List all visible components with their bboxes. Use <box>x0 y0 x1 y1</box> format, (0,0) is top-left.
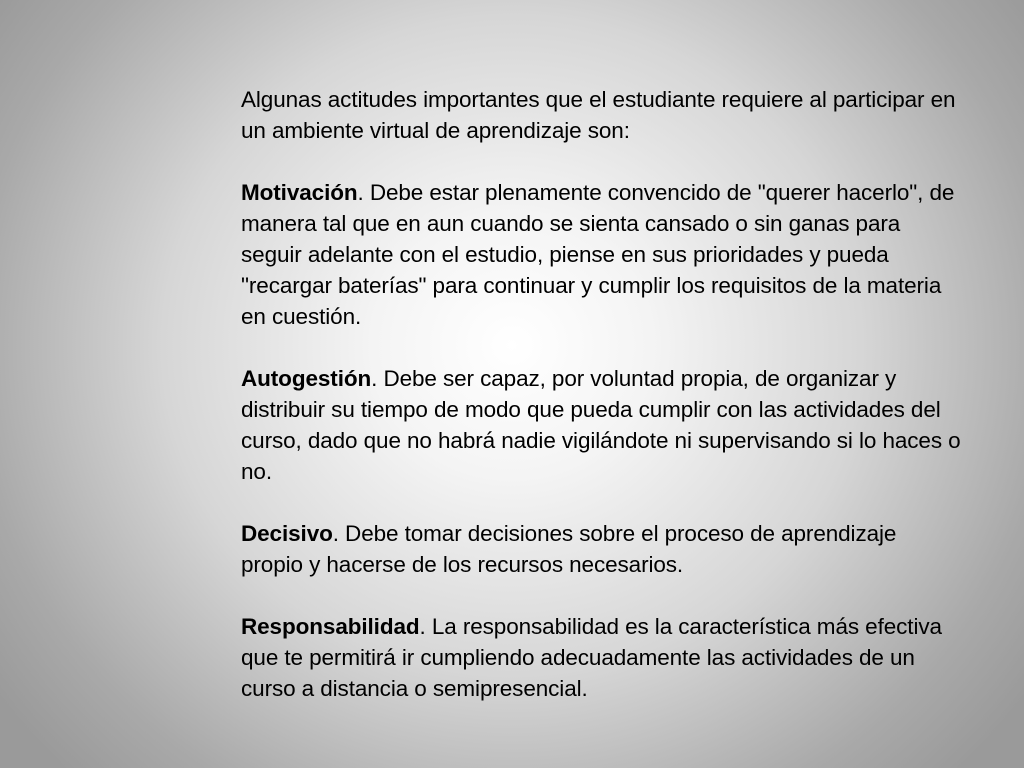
attitude-responsabilidad <box>241 611 961 704</box>
attitude-description: . Debe tomar decisiones sobre el proceso de aprendizaje propio y hacerse de los recursos necesarios. <box>241 521 897 577</box>
attitude-term: Responsabilidad <box>241 614 420 639</box>
attitude-term: Autogestión <box>241 366 372 391</box>
attitude-description: . La responsabilidad es la característica más efectiva que te permitirá ir cumpliendo adecuadamente las actividades de un curso a distancia o semipresencial. <box>241 614 942 701</box>
attitude-decisivo <box>241 518 961 580</box>
attitude-description: . Debe estar plenamente convencido de "querer hacerlo", de manera tal que en aun cuando se sienta cansado o sin ganas para seguir adelante con el estudio, piense en sus prioridades y pueda "recargar baterías" para continuar y cumplir los requisitos de la materia en cuestión. <box>241 180 955 329</box>
attitude-term: Motivación <box>241 180 358 205</box>
intro-paragraph: Algunas actitudes importantes que el estudiante requiere al participar en un ambiente virtual de aprendizaje son: <box>241 87 956 143</box>
attitude-motivacion <box>241 177 961 332</box>
slide-text-block <box>241 84 961 704</box>
attitude-autogestion <box>241 363 961 487</box>
attitude-description: . Debe ser capaz, por voluntad propia, de organizar y distribuir su tiempo de modo que pueda cumplir con las actividades del curso, dado que no habrá nadie vigilándote ni supervisando si lo haces o no. <box>241 366 961 484</box>
attitude-term: Decisivo <box>241 521 333 546</box>
